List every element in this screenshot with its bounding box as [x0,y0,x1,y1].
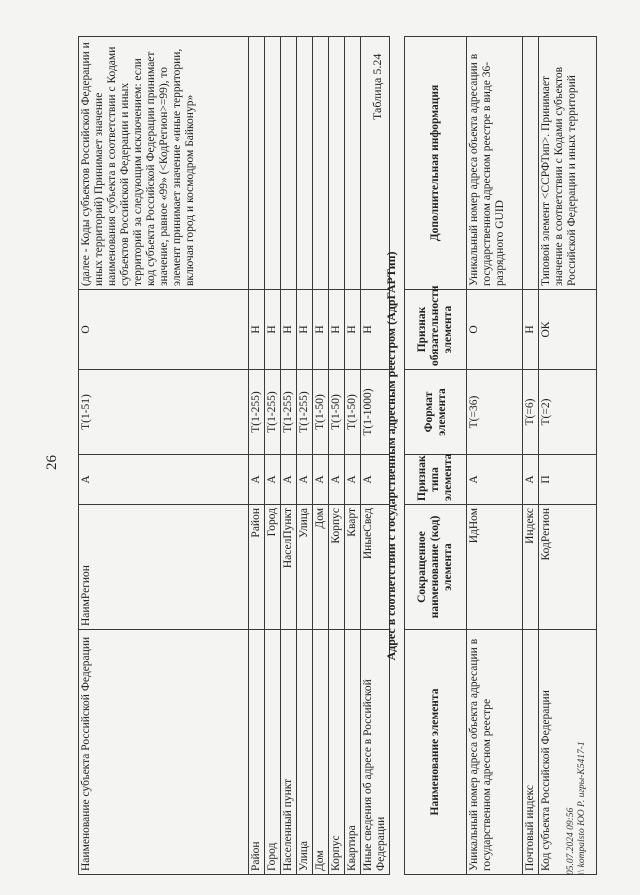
cell-name: Код субъекта Российской Федерации [539,630,597,875]
cell-format: Т(1-1000) [361,370,390,455]
cell-info [297,37,313,290]
footer-date: 05.07.2024 09:56 [566,807,576,875]
header-required: Признак обязательности элемента [405,290,467,370]
cell-info [249,37,265,290]
cell-info [313,37,329,290]
table-caption: Адрес в соответствии с государственным адресным реестром (АдрГАРТип) [384,251,398,661]
cell-name: Наименование субъекта Российской Федерации [79,630,249,875]
header-type: Признак типа элемента [405,455,467,505]
cell-required: О [467,290,523,370]
cell-name: Населенный пункт [281,630,297,875]
footer-path: \\ kompalsto ЮО Р. игры-К5417-1 [577,741,587,875]
cell-type: А [265,455,281,505]
header-info: Дополнительная информация [405,37,467,290]
cell-name: Квартира [345,630,361,875]
cell-code: Район [249,505,265,630]
table-row [79,37,249,875]
table-label: Таблица 5.24 [370,53,384,120]
cell-name: Город [265,630,281,875]
cell-type: А [467,455,523,505]
cell-format: Т(=6) [523,370,539,455]
cell-name: Корпус [329,630,345,875]
table-row [265,37,281,875]
cell-name: Уникальный номер адреса объекта адресации в государственном адресном реестре [467,630,523,875]
cell-format: Т(1-50) [313,370,329,455]
cell-code: КодРегион [539,505,597,630]
cell-format: Т(=2) [539,370,597,455]
cell-required: Н [265,290,281,370]
cell-format: Т(=36) [467,370,523,455]
cell-code: ИныеСвед [361,505,390,630]
cell-code: Дом [313,505,329,630]
cell-format: Т(1-50) [329,370,345,455]
cell-required: Н [361,290,390,370]
table-body [249,37,390,875]
cell-required: Н [249,290,265,370]
cell-code: Корпус [329,505,345,630]
cell-code: Кварт [345,505,361,630]
cell-required: Н [297,290,313,370]
footer-stamp [566,741,588,875]
table-row [523,37,539,875]
cell-format: Т(1-255) [265,370,281,455]
cell-type: А [249,455,265,505]
cell-name: Улица [297,630,313,875]
address-table-continued [78,36,390,875]
cell-format: Т(1-50) [345,370,361,455]
cell-name: Дом [313,630,329,875]
cell-required: Н [523,290,539,370]
cell-code: НаселПункт [281,505,297,630]
cell-type: А [329,455,345,505]
cell-info [329,37,345,290]
cell-info [345,37,361,290]
cell-type: А [79,455,249,505]
cell-code: Индекс [523,505,539,630]
cell-type: А [361,455,390,505]
header-code: Сокращенное наименование (код) элемента [405,505,467,630]
cell-required: Н [329,290,345,370]
header-name: Наименование элемента [405,630,467,875]
cell-format: Т(1-51) [79,370,249,455]
cell-required: ОК [539,290,597,370]
cell-name: Иные сведения об адресе в Российской Федерации [361,630,390,875]
cell-required: Н [281,290,297,370]
cell-info: (далее - Коды субъектов Российской Федерации и иных территорий) Принимает значение наименования субъекта в соответствии с Кодами субъектов Российской Федерации и иных территорий за следующим исключением: если код субъекта Российской Федерации принимает значение, равное «99» (<КодРегион>=99), то элемент принимает значение «иные территории, включая город и космодром Байконур» [79,37,249,290]
table-row [313,37,329,875]
cell-name: Почтовый индекс [523,630,539,875]
table-row [467,37,523,875]
cell-info [523,37,539,290]
table-row [345,37,361,875]
cell-code: ИдНом [467,505,523,630]
table-row [249,37,265,875]
cell-name: Район [249,630,265,875]
cell-format: Т(1-255) [297,370,313,455]
table-header-row [405,37,467,875]
cell-info [265,37,281,290]
cell-info: Уникальный номер адреса объекта адресации в государственном адресном реестре в виде 36-разрядного GUID [467,37,523,290]
cell-required: Н [345,290,361,370]
cell-code: Город [265,505,281,630]
cell-code: НаимРегион [79,505,249,630]
cell-info: Типовой элемент <ССРФТип>. Принимает значение в соответствии с Кодами субъектов Российской Федерации и иных территорий [539,37,597,290]
header-format: Формат элемента [405,370,467,455]
cell-type: А [297,455,313,505]
cell-type: А [345,455,361,505]
table-row [297,37,313,875]
table-row [281,37,297,875]
cell-format: Т(1-255) [281,370,297,455]
cell-required: Н [313,290,329,370]
cell-format: Т(1-255) [249,370,265,455]
cell-type: П [539,455,597,505]
cell-code: Улица [297,505,313,630]
page-number: 26 [44,455,60,470]
cell-type: А [281,455,297,505]
cell-required: О [79,290,249,370]
cell-type: А [523,455,539,505]
cell-type: А [313,455,329,505]
cell-info [281,37,297,290]
table-row [329,37,345,875]
